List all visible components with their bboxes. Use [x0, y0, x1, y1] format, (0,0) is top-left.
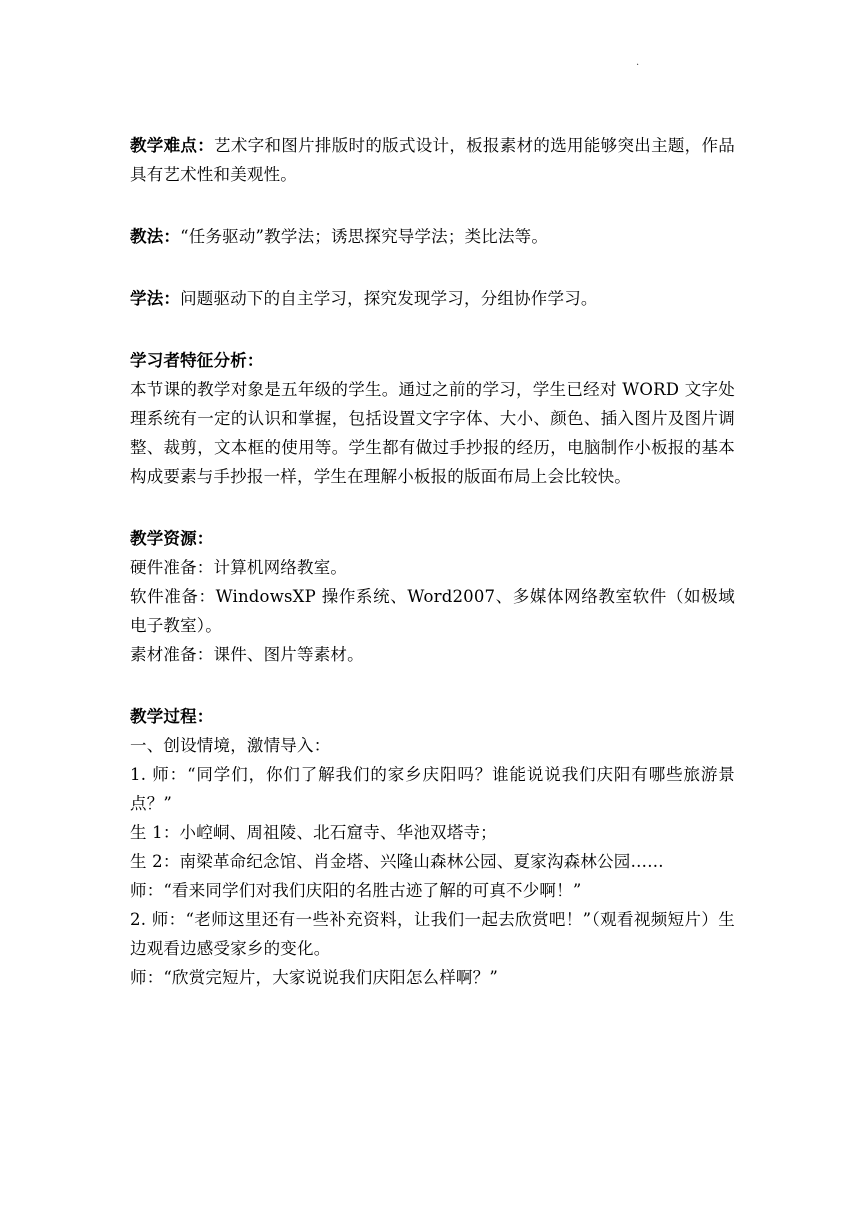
learner-analysis-text: 本节课的教学对象是五年级的学生。通过之前的学习，学生已经对 WORD 文字处理系统有一定的认识和掌握，包括设置文字字体、大小、颜色、插入图片及图片调整、裁剪，文本框的使用等。学生都有做过手抄报的经历，电脑制作小板报的基本构成要素与手抄报一样，学生在理解小板报的版面布局上会比较快。	[130, 380, 735, 486]
teaching-method-text: “任务驱动”教学法；诱思探究导学法；类比法等。	[180, 227, 549, 246]
process-line: 2. 师：“老师这里还有一些补充资料，让我们一起去欣赏吧！”（观看视频短片）生边观看边感受家乡的变化。	[130, 910, 735, 958]
learner-analysis-heading: 学习者特征分析：	[130, 351, 264, 370]
learning-method-paragraph	[130, 284, 735, 313]
difficulty-text: 艺术字和图片排版时的版式设计，板报素材的选用能够突出主题，作品具有艺术性和美观性。	[130, 136, 736, 184]
process-line: 师：“看来同学们对我们庆阳的名胜古迹了解的可真不少啊！”	[130, 881, 582, 900]
resources-heading: 教学资源：	[130, 529, 214, 548]
process-line: 师：“欣赏完短片，大家说说我们庆阳怎么样啊？”	[130, 968, 498, 987]
process-line: 一、创设情境，激情导入：	[130, 736, 331, 755]
teaching-method-label: 教法：	[130, 227, 181, 246]
header-mark: .	[636, 57, 640, 68]
process-line: 生 1：小崆峒、周祖陵、北石窟寺、华池双塔寺；	[130, 823, 497, 842]
difficulty-label: 教学难点：	[130, 136, 215, 155]
process-heading: 教学过程：	[130, 707, 214, 726]
document-body	[130, 131, 735, 992]
resources-materials: 素材准备：课件、图片等素材。	[130, 645, 364, 664]
learning-method-label: 学法：	[130, 289, 181, 308]
process-line: 生 2：南梁革命纪念馆、肖金塔、兴隆山森林公园、夏家沟森林公园……	[130, 852, 664, 871]
teaching-method-paragraph	[130, 222, 735, 251]
resources-software: 软件准备：WindowsXP 操作系统、Word2007、多媒体网络教室软件（如极域电子教室）。	[130, 587, 735, 635]
difficulty-paragraph	[130, 131, 735, 189]
learning-method-text: 问题驱动下的自主学习，探究发现学习，分组协作学习。	[180, 289, 598, 308]
resources-hardware: 硬件准备：计算机网络教室。	[130, 558, 348, 577]
process-line: 1. 师：“同学们，你们了解我们的家乡庆阳吗？谁能说说我们庆阳有哪些旅游景点？”	[130, 765, 735, 813]
